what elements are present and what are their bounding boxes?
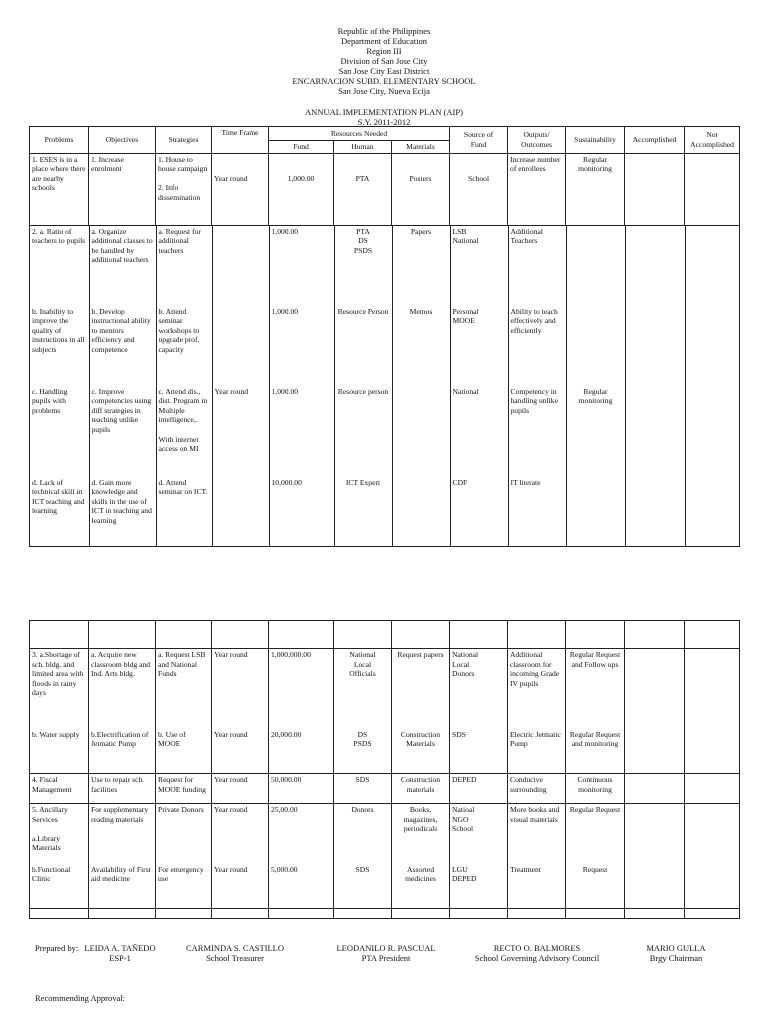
cell-materials: Books, magazines, periodicals	[392, 804, 450, 864]
cell-materials: Construction materials	[392, 774, 450, 804]
cell-sustainability: Regular monitoring	[566, 386, 625, 477]
signatory-title: ESP-1	[109, 953, 131, 963]
cell-sustainability: Regular Request and monitoring	[566, 729, 625, 774]
school-name: ENCARNACION SUBD. ELEMENTARY SCHOOL	[292, 76, 476, 86]
table-row	[30, 226, 740, 306]
cell-source: LGU DEPED	[450, 864, 508, 909]
header-line: San Jose City, Nueva Ecija	[338, 86, 430, 96]
prepared-by-label: Prepared by:	[35, 943, 79, 953]
col-accomplished: Accomplished	[625, 127, 685, 154]
col-objectives: Objectives	[89, 127, 156, 154]
cell-objective: Use to repair sch. facilities	[89, 774, 156, 804]
cell-not-accomplished	[685, 649, 740, 729]
table-row	[30, 774, 740, 804]
cell-sustainability: Request	[566, 864, 625, 909]
table-row	[30, 649, 740, 729]
header-line: Division of San Jose City	[340, 56, 428, 66]
cell-not-accomplished	[685, 774, 740, 804]
cell-fund: 1,000.00	[269, 153, 334, 225]
cell-human: SDS	[334, 864, 392, 909]
cell-problem: b. Inability to improve the quality of instructions in all subjects	[30, 306, 89, 386]
cell-outputs: Treatment	[508, 864, 566, 909]
cell-strategy: d. Attend seminar on ICT.	[156, 477, 212, 546]
cell-outputs: More books and visual materials	[508, 804, 566, 864]
cell-human: National Local Officials	[334, 649, 392, 729]
cell-time-frame: Year round	[212, 649, 269, 729]
plan-title: ANNUAL IMPLEMENTATION PLAN (AIP)	[305, 107, 463, 117]
cell-time-frame: Year round	[212, 774, 269, 804]
cell-objective: For supplementary reading materials	[89, 804, 156, 864]
cell-outputs: IT literate	[508, 477, 566, 546]
header-line: Department of Education	[341, 36, 427, 46]
cell-time-frame: Year round	[212, 864, 269, 909]
cell-materials: Memos	[392, 306, 450, 386]
cell-time-frame: Year round	[212, 386, 269, 477]
cell-human: Resource person	[334, 386, 392, 477]
aip-table-page2	[29, 620, 740, 919]
cell-objective: a. Organize additional classes to be handled by additional teachers	[89, 226, 156, 306]
cell-problem: c. Handling pupils with problems	[30, 386, 89, 477]
cell-accomplished	[625, 477, 685, 546]
cell-not-accomplished	[685, 306, 740, 386]
cell-time-frame	[212, 226, 269, 306]
cell-accomplished	[625, 864, 685, 909]
cell-human: Resource Person	[334, 306, 392, 386]
cell-human: Donors	[334, 804, 392, 864]
cell-human: ICT Expert	[334, 477, 392, 546]
cell-not-accomplished	[685, 729, 740, 774]
cell-outputs: Additional Teachers	[508, 226, 566, 306]
document-header	[0, 26, 768, 96]
cell-objective: 1. Increase enrolment	[89, 153, 156, 225]
cell-outputs: Competency in handling unlike pupils	[508, 386, 566, 477]
signatory	[636, 943, 716, 963]
header-line: Region III	[366, 46, 402, 56]
header-line: San Jose City East District	[338, 66, 430, 76]
signatory	[462, 943, 612, 963]
cell-strategy: c. Attend dis., dist. Program in Multiple intelligence,. With internet access on MI	[156, 386, 212, 477]
signatory	[326, 943, 446, 963]
table-row	[30, 306, 740, 386]
cell-human: DS PSDS	[334, 729, 392, 774]
cell-accomplished	[625, 774, 685, 804]
cell-human: PTA DS PSDS	[334, 226, 392, 306]
cell-sustainability	[566, 226, 625, 306]
cell-fund: 1,000.00	[269, 306, 334, 386]
cell-strategy: 1. House to house campaign 2. Info dissemination	[156, 153, 212, 225]
cell-fund: 10,000.00	[269, 477, 334, 546]
table-row	[30, 729, 740, 774]
cell-accomplished	[625, 729, 685, 774]
cell-sustainability	[566, 477, 625, 546]
table-row	[30, 864, 740, 909]
cell-outputs: Ability to teach effectively and efficiently	[508, 306, 566, 386]
cell-materials	[392, 386, 450, 477]
cell-objective: a. Acquire new classroom bldg and Ind. Arts bldg.	[89, 649, 156, 729]
signatory-name: LEODANILO R. PASCUAL	[336, 943, 436, 953]
table-row	[30, 225, 740, 546]
cell-strategy: b. Attend seminar workshops to upgrade prof. capacity	[156, 306, 212, 386]
cell-human: PTA	[334, 153, 392, 225]
col-resources-needed: Resources Needed	[269, 127, 450, 141]
cell-objective: Availability of First aid medicine	[89, 864, 156, 909]
cell-fund: 5,000.00	[269, 864, 334, 909]
signatory-name: CARMINDA S. CASTILLO	[186, 943, 284, 953]
signatory	[180, 943, 290, 963]
subtable-section2	[30, 226, 740, 546]
cell-problem: 1. ESES is in a place where there are nearby schools	[30, 153, 89, 225]
cell-source: Natioal NGO School	[450, 804, 508, 864]
cell-not-accomplished	[685, 153, 740, 225]
cell-sustainability: Regular Request and Follow ups	[566, 649, 625, 729]
cell-accomplished	[625, 306, 685, 386]
cell-fund: 20,000.00	[269, 729, 334, 774]
cell-outputs: Electric Jetmatic Pump	[508, 729, 566, 774]
cell-fund: 1,000.00	[269, 226, 334, 306]
aip-table-page1	[29, 126, 740, 547]
cell-fund: 1,000.00	[269, 386, 334, 477]
school-year: S.Y. 2011-2012	[357, 117, 411, 127]
cell-source: CDF	[450, 477, 508, 546]
cell-time-frame	[212, 477, 269, 546]
cell-strategy: Private Donors	[156, 804, 212, 864]
cell-time-frame	[212, 306, 269, 386]
cell-problem: b.Functional Clinic	[30, 864, 89, 909]
cell-not-accomplished	[685, 477, 740, 546]
signatory-name: LEIDA A. TAÑEDO	[84, 943, 156, 953]
cell-human: SDS	[334, 774, 392, 804]
cell-source: Personal MOOE	[450, 306, 508, 386]
cell-problem: b. Water supply	[30, 729, 89, 774]
cell-fund: 25,00.00	[269, 804, 334, 864]
cell-source: National Local Donors	[450, 649, 508, 729]
signatory-name: RECTO O. BALMORES	[493, 943, 581, 953]
cell-not-accomplished	[685, 226, 740, 306]
cell-materials: Posters	[392, 153, 450, 225]
cell-time-frame: Year round	[212, 153, 269, 225]
table-row	[30, 804, 740, 864]
cell-problem: d. Lack of technical skill in ICT teaching and learning	[30, 477, 89, 546]
cell-not-accomplished	[685, 386, 740, 477]
cell-materials: Papers	[392, 226, 450, 306]
cell-not-accomplished	[685, 804, 740, 864]
plan-title-block	[0, 107, 768, 127]
cell-not-accomplished	[685, 864, 740, 909]
cell-accomplished	[625, 649, 685, 729]
cell-objective: d. Gain more knowledge and skills in the use of ICT in teaching and learning	[89, 477, 156, 546]
col-fund: Fund	[269, 141, 334, 154]
cell-outputs: Increase number of enrollees	[508, 153, 566, 225]
cell-problem: 4. Fiscal Management	[30, 774, 89, 804]
cell-accomplished	[625, 804, 685, 864]
cell-sustainability: Continuous monitoring	[566, 774, 625, 804]
cell-outputs: Additional classroom for incoming Grade IV pupils	[508, 649, 566, 729]
cell-source: SDS	[450, 729, 508, 774]
signatory-title: PTA President	[361, 953, 411, 963]
cell-outputs: Conducive surrounding	[508, 774, 566, 804]
signatory-title: School Governing Advisory Council	[474, 953, 600, 963]
cell-sustainability: Regular Request	[566, 804, 625, 864]
cell-accomplished	[625, 153, 685, 225]
table-row-empty	[30, 621, 740, 649]
col-not-accomplished: Not Accomplished	[685, 127, 740, 154]
cell-source: School	[450, 153, 508, 225]
cell-source: LSB National	[450, 226, 508, 306]
cell-source: DEPED	[450, 774, 508, 804]
cell-problem: 3. a.Shortage of sch. bldg. and limited area with floods in rainy days	[30, 649, 89, 729]
cell-objective: b.Electrification of Jetmatic Pump	[89, 729, 156, 774]
cell-materials: Construction Materials	[392, 729, 450, 774]
col-sustainability: Sustainability	[566, 127, 625, 154]
cell-materials	[392, 477, 450, 546]
cell-accomplished	[625, 386, 685, 477]
col-strategies: Strategies	[156, 127, 212, 154]
col-time-frame: Time Frame	[212, 127, 269, 154]
signatory-name: MARIO GULLA	[646, 943, 706, 953]
col-human: Human	[334, 141, 392, 154]
cell-strategy: b. Use of MOOE	[156, 729, 212, 774]
cell-source: National	[450, 386, 508, 477]
col-problems: Problems	[30, 127, 89, 154]
cell-fund: 50,000.00	[269, 774, 334, 804]
cell-objective: c. Improve competencies using diff strategies in teaching unlike pupils	[89, 386, 156, 477]
cell-time-frame: Year round	[212, 804, 269, 864]
table-row-empty	[30, 909, 740, 919]
signatory-title: Brgy Chairman	[649, 953, 703, 963]
cell-objective: b. Develop instructional ability to mentors efficiency and competence	[89, 306, 156, 386]
table-row	[30, 386, 740, 477]
table-row	[30, 153, 740, 225]
cell-problem: 5. Ancillary Services a.Library Materials	[30, 804, 89, 864]
cell-strategy: a. Request LSB and National Funds	[156, 649, 212, 729]
cell-strategy: a. Request for additional teachers	[156, 226, 212, 306]
cell-fund: 1,000,000.00	[269, 649, 334, 729]
signatory	[80, 943, 160, 963]
recommending-approval-label: Recommending Approval:	[35, 993, 125, 1003]
signatory-title: School Treasurer	[206, 953, 264, 963]
cell-materials: Request papers	[392, 649, 450, 729]
header-line: Republic of the Philippines	[337, 26, 431, 36]
table-row	[30, 477, 740, 546]
col-source-of-fund: Source of Fund	[450, 127, 508, 154]
cell-accomplished	[625, 226, 685, 306]
cell-strategy: For emergency use	[156, 864, 212, 909]
cell-problem: 2. a. Ratio of teachers to pupils	[30, 226, 89, 306]
cell-strategy: Request for MOOE funding	[156, 774, 212, 804]
cell-materials: Assorted medicines	[392, 864, 450, 909]
cell-sustainability	[566, 306, 625, 386]
col-outputs: Outputs/ Outcomes	[508, 127, 566, 154]
cell-sustainability: Regular monitoring	[566, 153, 625, 225]
cell-time-frame: Year round	[212, 729, 269, 774]
col-materials: Materials	[392, 141, 450, 154]
